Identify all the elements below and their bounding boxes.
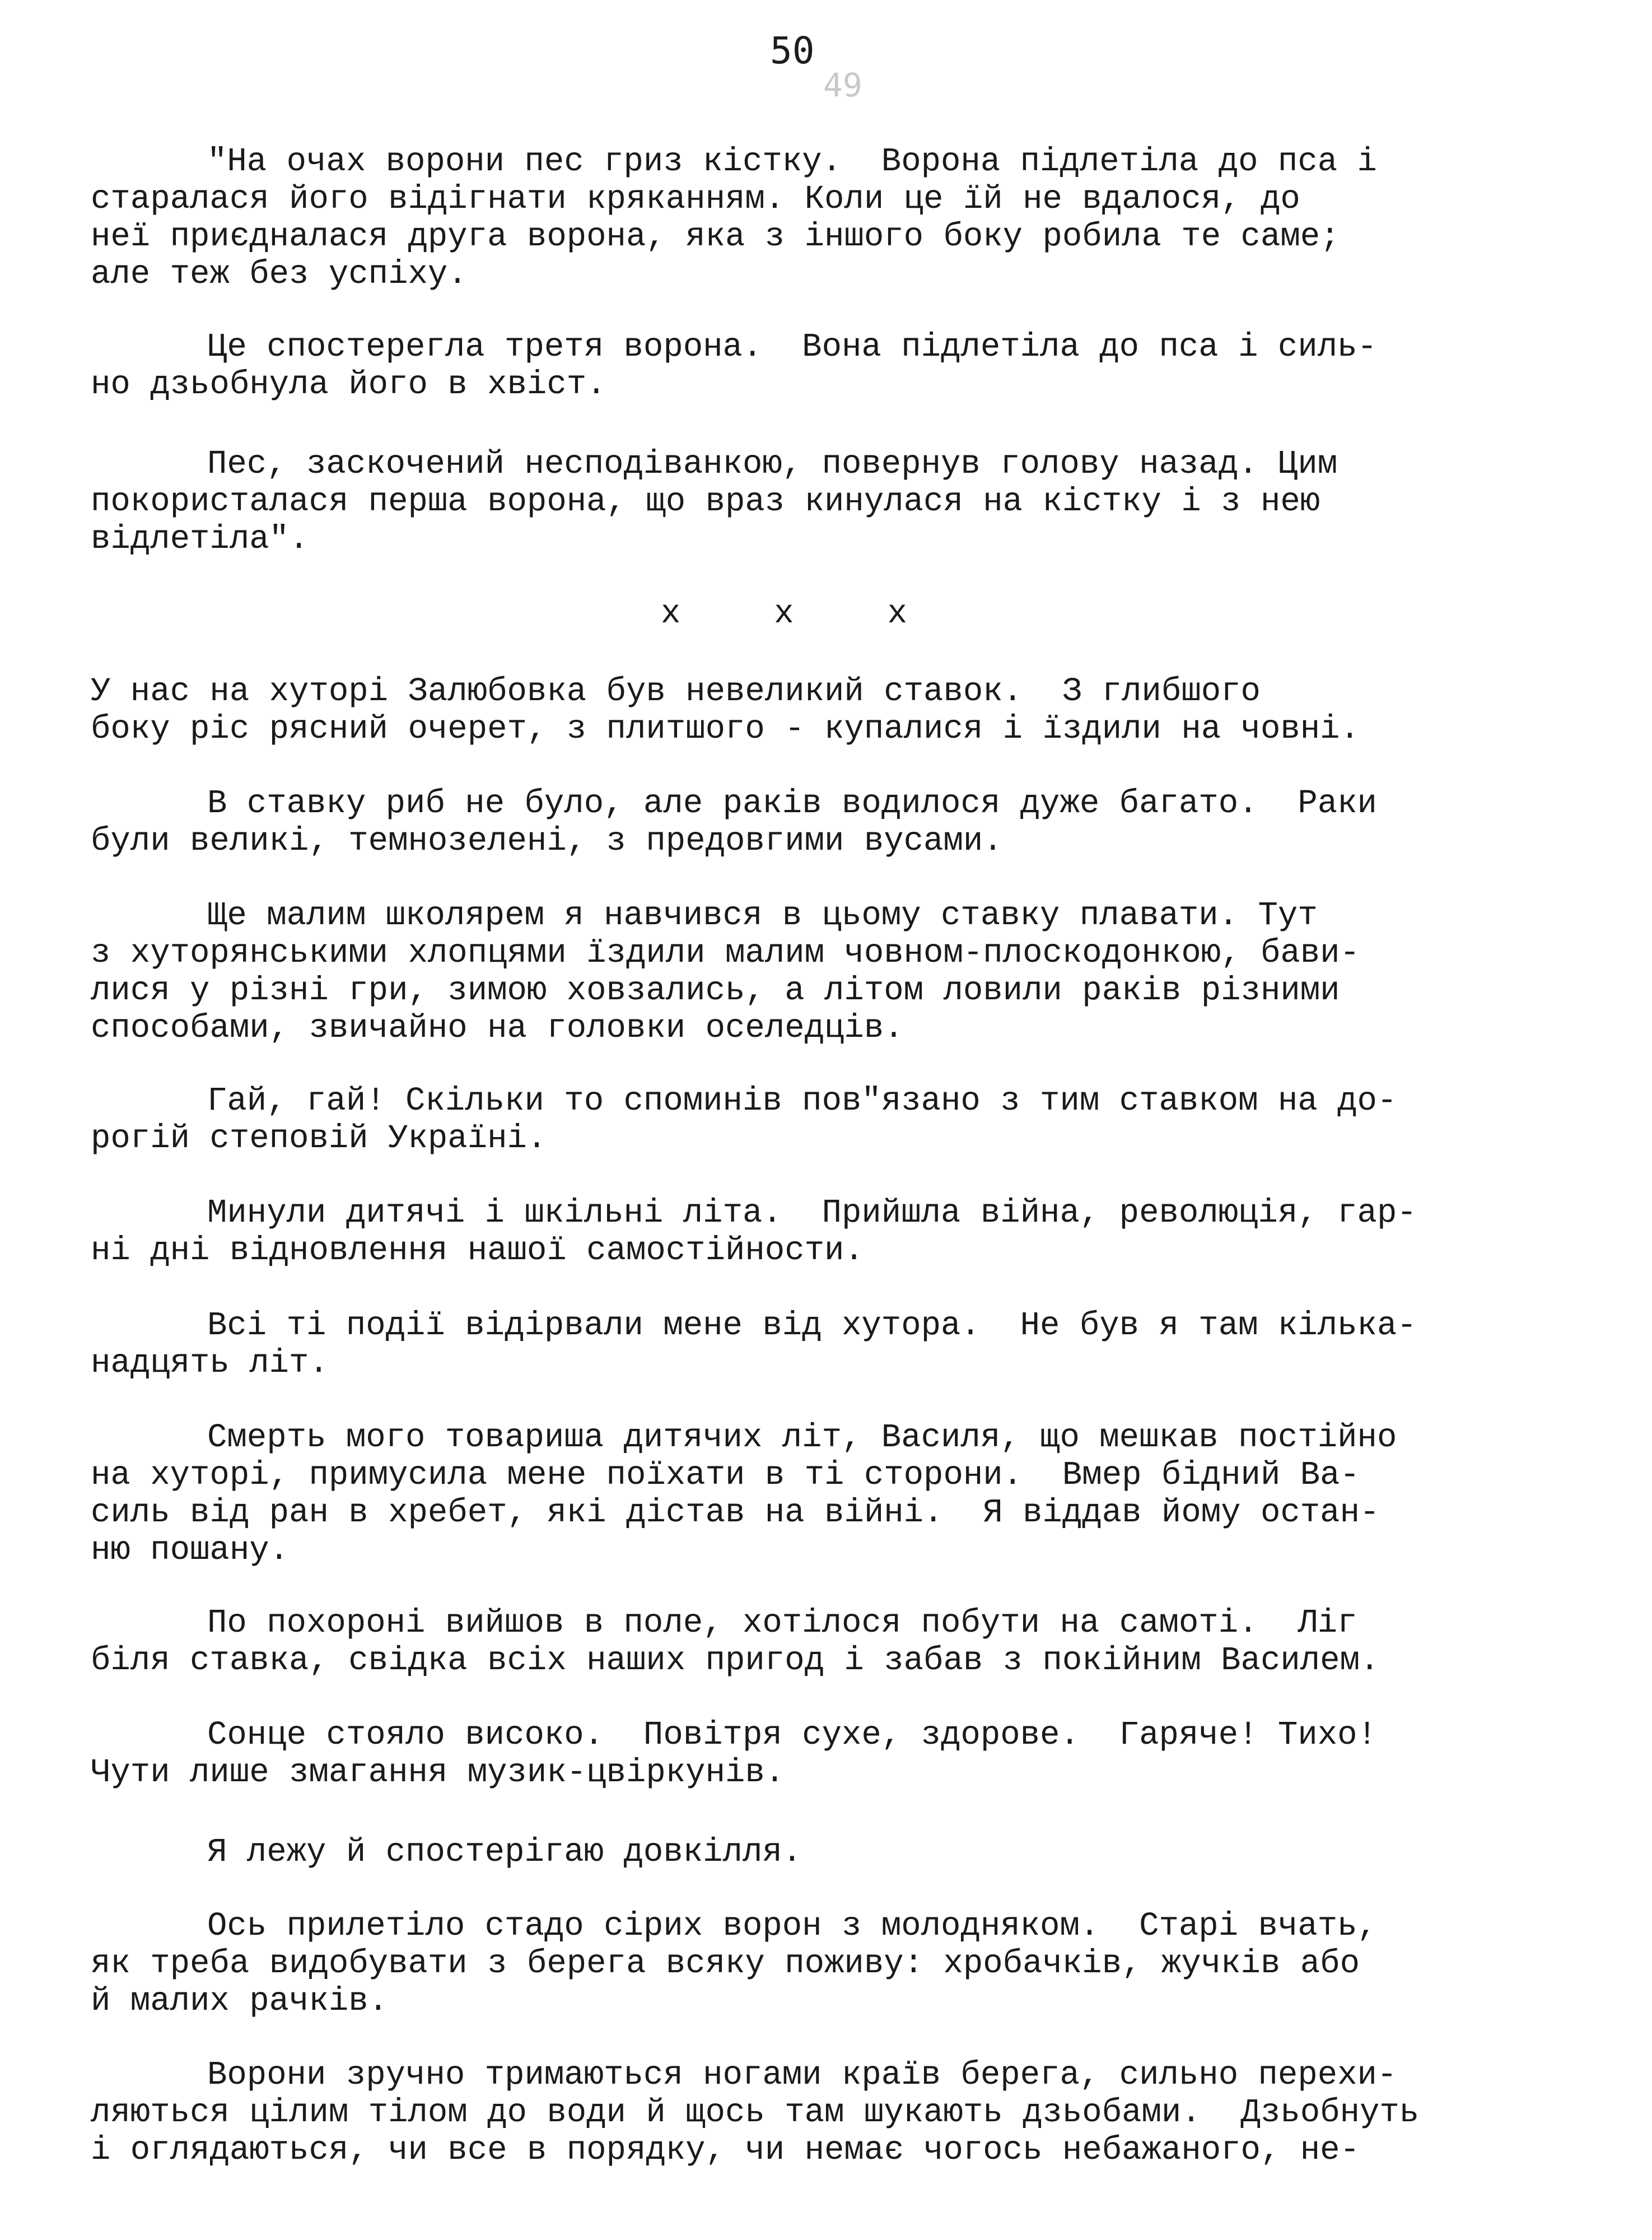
text-line: неї приєдналася друга ворона, яка з іншого боку робила те саме; — [91, 218, 1340, 255]
text-line: Смерть мого товариша дитячих літ, Василя, що мешкав постійно — [207, 1419, 1397, 1456]
text-line: біля ставка, свідка всіх наших пригод і забав з покійним Василем. — [91, 1642, 1380, 1679]
text-line: силь від ран в хребет, які дістав на війні. Я віддав йому остан- — [91, 1494, 1380, 1531]
text-line: В ставку риб не було, але раків водилося дуже багато. Раки — [207, 785, 1377, 822]
section-separator — [661, 595, 907, 632]
text-line: але теж без успіху. — [91, 255, 468, 293]
text-line: способами, звичайно на головки оселедців. — [91, 1009, 904, 1047]
text-line: відлетіла". — [91, 520, 309, 558]
text-line: Ще малим школярем я навчився в цьому ставку плавати. Тут — [207, 897, 1318, 934]
bleed-through-page-number: 49 — [823, 66, 862, 104]
text-line: Минули дитячі і шкільні літа. Прийшла війна, революція, гар- — [207, 1194, 1417, 1232]
text-line: У нас на хуторі Залюбовка був невеликий ставок. З глибшого — [91, 673, 1261, 710]
text-line: рогій степовій Україні. — [91, 1120, 547, 1157]
text-line: як треба видобувати з берега всяку поживу: хробачків, жучків або — [91, 1945, 1360, 1982]
text-line: Сонце стояло високо. Повітря сухе, здорове. Гаряче! Тихо! — [207, 1716, 1377, 1754]
text-line: "На очах ворони пес гриз кістку. Ворона підлетіла до пса і — [207, 143, 1377, 180]
text-line: Ось прилетіло стадо сірих ворон з молодняком. Старі вчать, — [207, 1907, 1377, 1945]
text-line: старалася його відігнати кряканням. Коли це їй не вдалося, до — [91, 180, 1300, 218]
text-line: були великі, темнозелені, з предовгими вусами. — [91, 822, 1003, 860]
text-line: боку ріс рясний очерет, з плитшого - купалися і їздили на човні. — [91, 710, 1360, 748]
text-line: надцять літ. — [91, 1344, 329, 1382]
text-line: з хуторянськими хлопцями їздили малим човном-плоскодонкою, бави- — [91, 934, 1360, 972]
text-line: лися у різні гри, зимою ховзались, а літом ловили раків різними — [91, 972, 1340, 1009]
text-line: і оглядаються, чи все в порядку, чи немає чогось небажаного, не- — [91, 2131, 1360, 2169]
text-line: Всі ті події відірвали мене від хутора. Не був я там кілька- — [207, 1307, 1417, 1344]
page-number: 50 — [770, 29, 815, 72]
text-line: По похороні вийшов в поле, хотілося побути на самоті. Ліг — [207, 1604, 1357, 1642]
text-line: Я лежу й спостерігаю довкілля. — [207, 1833, 802, 1871]
text-line: ню пошану. — [91, 1531, 290, 1569]
text-line: на хуторі, примусила мене поїхати в ті сторони. Вмер бідний Ва- — [91, 1456, 1360, 1494]
separator-mark: x — [774, 595, 794, 632]
text-line: покористалася перша ворона, що враз кинулася на кістку і з нею — [91, 483, 1320, 520]
text-line: й малих рачків. — [91, 1982, 389, 2020]
text-line: но дзьобнула його в хвіст. — [91, 366, 606, 403]
text-line: Пес, заскочений несподіванкою, повернув голову назад. Цим — [207, 445, 1338, 483]
text-line: Це спостерегла третя ворона. Вона підлетіла до пса і силь- — [207, 328, 1377, 366]
text-line: Чути лише змагання музик-цвіркунів. — [91, 1754, 785, 1791]
text-line: ні дні відновлення нашої самостійности. — [91, 1232, 864, 1269]
text-line: Гай, гай! Скільки то споминів пов"язано з тим ставком на до- — [207, 1082, 1397, 1120]
separator-mark: x — [887, 595, 907, 632]
separator-mark: x — [661, 595, 681, 632]
text-line: ляються цілим тілом до води й щось там шукають дзьобами. Дзьобнуть — [91, 2094, 1420, 2131]
text-line: Ворони зручно тримаються ногами країв берега, сильно перехи- — [207, 2056, 1397, 2094]
